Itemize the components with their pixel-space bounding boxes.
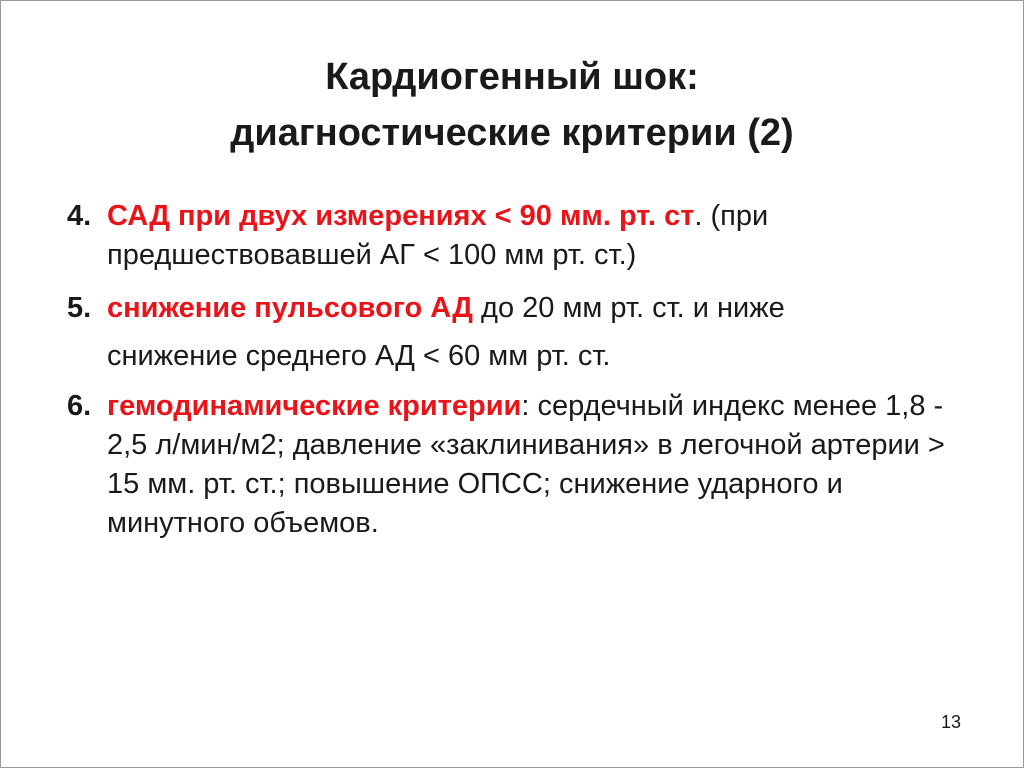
item-text: . (при предшествовавшей АГ < 100 мм рт. ст.) (107, 200, 769, 271)
item-highlight: гемодинамические критерии (107, 390, 522, 422)
slide-title-line-1: Кардиогенный шок: (325, 56, 699, 98)
criteria-list (67, 197, 967, 543)
criteria-item-4 (67, 197, 967, 275)
item-number: 5. (67, 292, 92, 324)
item-highlight: снижение пульсового АД (107, 292, 473, 324)
item-number: 6. (67, 390, 92, 422)
criteria-item-6 (67, 387, 967, 543)
item-text: : сердечный индекс менее 1,8 - 2,5 л/мин/м2; давление «заклинивания» в легочной артерии > 15 мм. рт. ст.; повышение ОПСС; снижение ударного и минутного объемов. (107, 390, 945, 539)
slide-title (1, 49, 1023, 161)
slide-title-line-2: диагностические критерии (2) (230, 112, 794, 154)
item-number: 4. (67, 200, 92, 232)
item-highlight: САД при двух измерениях < 90 мм. рт. ст (107, 200, 695, 232)
item-text-line-2: снижение среднего АД < 60 мм рт. ст. (107, 340, 611, 372)
page-number: 13 (940, 712, 961, 732)
item-text: до 20 мм рт. ст. и ниже (472, 292, 785, 324)
criteria-item-5 (67, 285, 967, 379)
